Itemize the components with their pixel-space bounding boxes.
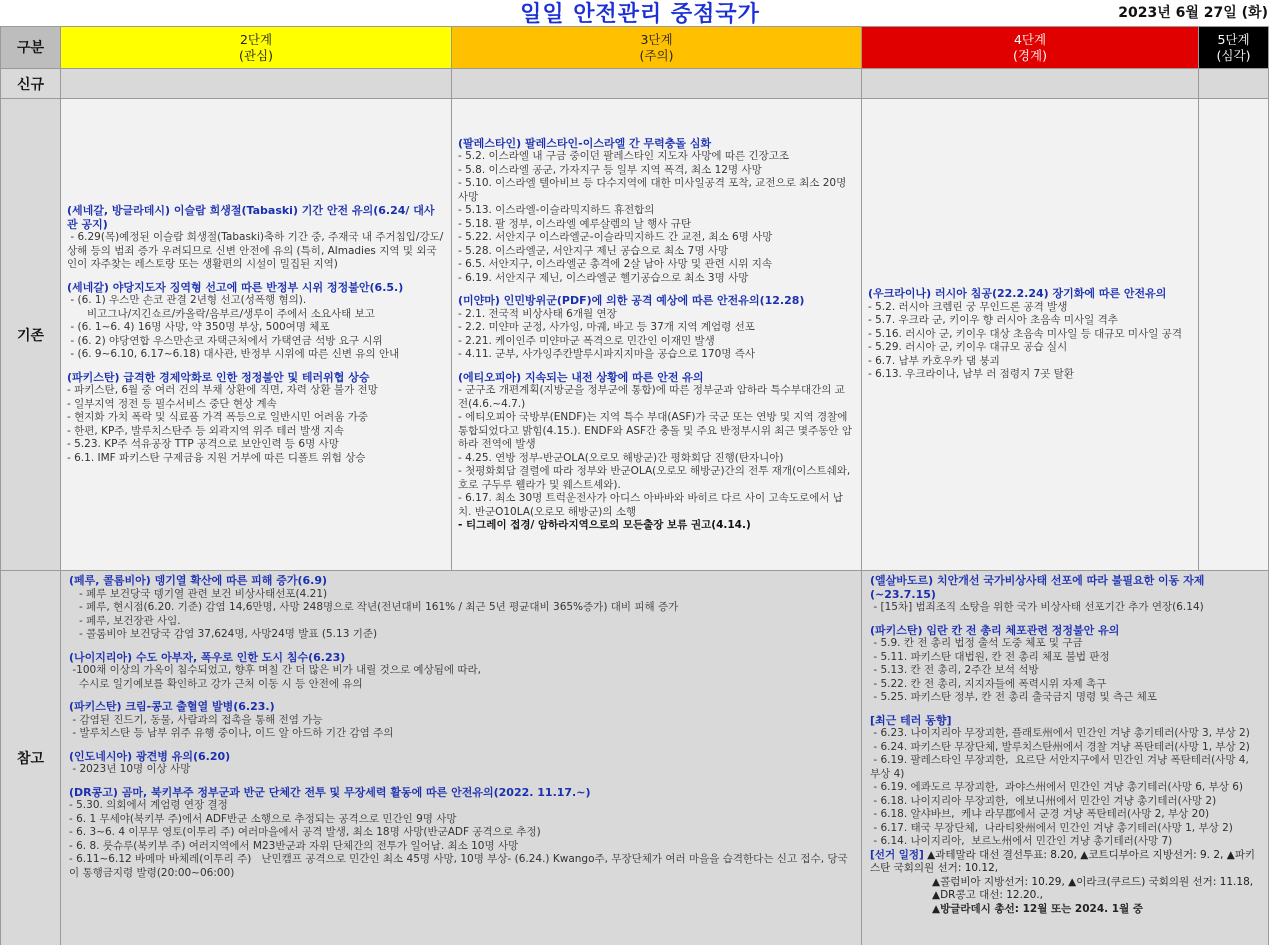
notice-line: - 6.24. 파키스탄 무장단체, 발루치스탄州에서 경찰 겨냥 폭탄테러(사망 1, 부상 2): [870, 740, 1250, 753]
notice-title: (나이지리아) 수도 아부자, 폭우로 인한 도시 침수(6.23): [69, 650, 346, 664]
notice-line: - 2.2. 미얀마 군정, 사가잉, 마궤, 바고 등 37개 지역 계엄령 선포: [458, 321, 755, 333]
existing-level4-cell: [862, 99, 1199, 571]
notice-section: [870, 714, 1260, 849]
col-level2-name: 2단계: [239, 31, 273, 47]
notice-line: - 5.13. 이스라엘-이슬라믹지하드 휴전합의: [458, 204, 655, 216]
notice-line: 수시로 일기예보를 확인하고 강가 근처 이동 시 등 안전에 유의: [69, 677, 363, 690]
election-title: [선거 일정]: [870, 848, 924, 861]
notice-section: [458, 371, 855, 533]
notice-line: 비고그나/지긴쇼르/카올락/음부르/생루이 주에서 소요사태 보고: [67, 307, 375, 320]
report-date: 2023년 6월 27일 (화): [1118, 5, 1268, 21]
existing-row: [1, 99, 1269, 571]
notice-line: - 6.19. 서안지구 제닌, 이스라엘군 헬기공습으로 최소 3명 사망: [458, 271, 749, 284]
existing-level5-cell: [1199, 99, 1269, 571]
notice-line: - 6.19. 에콰도르 무장괴한, 과야스州에서 민간인 겨냥 총기테러(사망 6, 부상 6): [870, 781, 1244, 793]
existing-level3-cell: [452, 99, 862, 571]
notice-section: [868, 287, 1192, 382]
notice-section: [870, 624, 1260, 705]
notice-line: - 감염된 진드기, 동물, 사람과의 접촉을 통해 전염 가능: [69, 713, 323, 726]
page-title: 일일 안전관리 중점국가: [520, 2, 760, 27]
notice-section: [67, 281, 445, 362]
col-level4-name: 4단계: [1013, 31, 1047, 47]
notice-title: (DR콩고) 곰마, 북키부주 정부군과 반군 단체간 전투 및 무장세력 활동에 따른 안전유의(2022. 11.17.~): [69, 785, 591, 799]
notice-line: - 5.8. 이스라엘 공군, 가자지구 등 일부 지역 폭격, 최소 12명 사망: [458, 163, 762, 176]
notice-line: - (6. 1) 우스만 손코 관결 2년형 선고(성폭행 혐의).: [67, 294, 307, 306]
notice-title: (팔레스타인) 팔레스타인-이스라엘 간 무력충돌 심화: [458, 136, 712, 150]
notice-section: [67, 371, 445, 466]
notice-line: - 페루, 현시점(6.20. 기준) 감염 14,6만명, 사망 248명으로 작년(전년대비 161% / 최근 5년 평균대비 365%증가) 대비 피해 증가: [69, 601, 679, 613]
notice-line: - 5.10. 이스라엘 텔아비브 등 다수지역에 대한 미사일공격 포착, 교전으로 최소 20명 사망: [458, 177, 850, 203]
notice-title: [최근 테러 동향]: [870, 713, 952, 727]
notice-line: - 첫평화회담 결렬에 따라 정부와 반군OLA(오로모 해방군)간의 전투 재개(이스트쉐와, 호로 구두루 웰라가 및 웨스트셰와).: [458, 465, 854, 491]
col-level2-sub: (관심): [239, 47, 273, 63]
election-line-3: ▲방글라데시 총선: 12월 또는 2024. 1월 중: [932, 902, 1144, 915]
notice-advisory: - 티그레이 접경/ 암하라지역으로의 모든출장 보류 권고(4.14.): [458, 519, 751, 531]
reference-row: [1, 571, 1269, 945]
notice-section: [458, 137, 855, 286]
notice-line: - 6.1. IMF 파키스탄 구제금융 지원 거부에 따른 디폴트 위험 상승: [67, 451, 366, 464]
notice-line: - 군구조 개편계획(지방군을 정부군에 통합)에 따른 정부군과 암하라 특수부대간의 교전(4.6.~4.7.): [458, 384, 845, 410]
notice-line: - 5.28. 이스라엘군, 서안지구 제닌 공습으로 최소 7명 사망: [458, 244, 729, 257]
existing-level3-list: [458, 137, 855, 533]
col-level5-name: 5단계: [1217, 31, 1250, 47]
notice-line: - 파키스탄, 6월 중 여러 건의 부채 상환에 직면, 자력 상환 불가 전망: [67, 384, 378, 396]
notice-line: - 5.29. 러시아 군, 키이우 대규모 공습 실시: [868, 341, 1068, 354]
notice-line: - 5.22. 칸 전 총리, 지지자들에 폭력시위 자제 촉구: [870, 677, 1107, 690]
notice-line: - 4.25. 연방 정부-반군OLA(오로모 해방군)간 평화회담 진행(탄자니아): [458, 451, 784, 464]
col-gubun: 구분: [1, 27, 61, 69]
notice-line: - 6.18. 나이지리아 무장괴한, 에보니州에서 민간인 겨냥 총기테러(사망 2): [870, 794, 1217, 807]
notice-line: - 5.30. 의회에서 계엄령 연장 결정: [69, 799, 228, 811]
notice-title: (미얀마) 인민방위군(PDF)에 의한 공격 예상에 따른 안전유의(12.28): [458, 294, 805, 307]
new-level3-cell: [452, 69, 862, 99]
notice-line: -100채 이상의 가옥이 침수되었고, 향후 며칠 간 더 많은 비가 내릴 것으로 예상됨에 따라,: [69, 664, 481, 676]
notice-title: (파키스탄) 급격한 경제악화로 인한 정정불안 및 테러위협 상승: [67, 370, 370, 384]
notice-line: - 6.19. 팔레스타인 무장괴한, 요르단 서안지구에서 민간인 겨냥 폭탄테러(사망 4, 부상 4): [870, 754, 1253, 780]
col-level3: [452, 27, 862, 69]
notice-line: - 6.5. 서안지구, 이스라엘군 총격에 2살 남아 사망 및 관련 시위 지속: [458, 258, 772, 270]
row-label-existing: 기존: [1, 99, 61, 571]
notice-line: - (6. 1~6. 4) 16명 사망, 약 350명 부상, 500여명 체포: [67, 321, 330, 333]
notice-line: - 콜롬비아 보건당국 감염 37,624명, 사망24명 발표 (5.13 기준): [69, 628, 378, 640]
election-line-1-text: ▲과테말라 대선 결선투표: 8.20, ▲코트디부아르 지방선거: 9. 2, ▲파키스탄 국회의원 선거: 10.12,: [870, 848, 1256, 874]
new-level2-cell: [61, 69, 452, 99]
col-level4: [862, 27, 1199, 69]
notice-line: - 6. 1 무세야(북키부 주)에서 ADF반군 소행으로 추정되는 공격으로 민간인 9명 사망: [69, 812, 457, 825]
notice-line: - 6. 3~6. 4 이무무 영토(이투리 주) 여러마을에서 공격 발생, 최소 18명 사망(반군ADF 공격으로 추정): [69, 826, 541, 838]
notice-line: - (6. 2) 야당연합 우스만손코 자택근처에서 가택연금 석방 요구 시위: [67, 334, 383, 347]
notice-section: [458, 294, 855, 362]
election-schedule: [870, 849, 1260, 917]
notice-title: (에티오피아) 지속되는 내전 상황에 따른 안전 유의: [458, 370, 704, 384]
notice-line: - 2023년 10명 이상 사망: [69, 763, 191, 775]
notice-line: - 6.17. 최소 30명 트럭운전사가 아디스 아바바와 바히르 다르 사이 고속도로에서 납치. 반군O10LA(오로모 해방군)의 소행: [458, 492, 843, 518]
header-row: [1, 27, 1269, 69]
notice-line: - 5.2. 이스라엘 내 구금 중이던 팔레스타인 지도자 사망에 따른 긴장고조: [458, 150, 790, 162]
election-line-1: [870, 849, 1260, 876]
reference-left-cell: [61, 571, 862, 945]
notice-line: - 6.23. 나이지리아 무장괴한, 플래토州에서 민간인 겨냥 총기테러(사망 3, 부상 2): [870, 727, 1250, 739]
existing-level4-list: [868, 287, 1192, 382]
col-level3-name: 3단계: [640, 31, 673, 47]
notice-line: - 발루치스탄 등 남부 위주 유행 중이나, 이드 알 아드하 기간 감염 주의: [69, 727, 394, 739]
notice-title: (인도네시아) 광견병 유의(6.20): [69, 749, 231, 763]
notice-title: (페루, 콜롬비아) 뎅기열 확산에 따른 피해 증가(6.9): [69, 574, 328, 587]
notice-section: [69, 651, 853, 692]
notice-title: (엘살바도르) 치안개선 국가비상사태 선포에 따라 불필요한 이동 자제(~23.7.15): [870, 574, 1205, 601]
notice-line: - 5.13. 칸 전 총리, 2주간 보석 석방: [870, 664, 1039, 676]
notice-line: - 5.23. KP주 석유공장 TTP 공격으로 보안인력 등 6명 사망: [67, 438, 339, 450]
notice-line: - 5.18. 팔 정부, 이스라엘 예루살렘의 날 행사 규탄: [458, 217, 691, 230]
notice-line: - 6.13. 우크라이나, 남부 러 점령지 7곳 탈환: [868, 368, 1074, 381]
notice-line: - 5.22. 서안지구 이스라엘군-이슬라믹지하드 간 교전, 최소 6명 사망: [458, 231, 773, 243]
notice-line: - 한편, KP주, 발루치스탄주 등 외곽지역 위주 테러 발생 지속: [67, 424, 344, 437]
row-label-reference: 참고: [1, 571, 61, 945]
notice-line: - 5.2. 러시아 크렘린 궁 무인드론 공격 발생: [868, 300, 1068, 313]
notice-section: [870, 574, 1260, 615]
notice-line: - 페루 보건당국 뎅기열 관련 보건 비상사태선포(4.21): [69, 587, 328, 600]
notice-title: (세네갈) 야당지도자 징역형 선고에 따른 반정부 시위 정정불안(6.5.): [67, 280, 404, 294]
notice-section: [69, 700, 853, 741]
notice-line: - 6.14. 나이지리아, 보르노州에서 민간인 겨냥 총기테러(사망 7): [870, 835, 1173, 847]
new-level4-cell: [862, 69, 1199, 99]
notice-section: [67, 204, 445, 272]
row-label-new: 신규: [1, 69, 61, 99]
notice-line: - 2.21. 케이인주 미얀마군 폭격으로 민간인 이재민 발생: [458, 334, 715, 347]
notice-line: - 6.29(목)예정된 이슬람 희생절(Tabaski)축하 기간 중, 주재국 내 주거침입/강도/상해 등의 범죄 증가 우려되므로 신변 안전에 유의 (특히, Almadies 지역 및 외국인이 자주찾는 레스토랑 또는 생활편의 시설이 밀집된 지역): [67, 231, 444, 270]
col-level3-sub: (주의): [639, 47, 674, 63]
notice-title: (세네갈, 방글라데시) 이슬람 희생절(Tabaski) 기간 안전 유의(6.24/ 대사관 공지): [67, 204, 435, 231]
existing-level2-cell: [61, 99, 452, 571]
notice-line: - 현지화 가치 폭락 및 식료품 가격 폭등으로 일반시민 어려움 가중: [67, 411, 368, 423]
notice-title: (파키스탄) 크림-콩고 출혈열 발병(6.23.): [69, 700, 275, 713]
notice-section: [69, 786, 853, 881]
notice-line: - 일부지역 정전 등 필수서비스 중단 현상 계속: [67, 397, 277, 410]
existing-level2-list: [67, 204, 445, 465]
notice-line: - 5.16. 러시아 군, 키이우 대상 초음속 미사일 등 대규모 미사일 공격: [868, 327, 1182, 340]
notice-line: - 6. 8. 룻슈루(북키부 주) 여러지역에서 M23반군과 자위 단체간의 전투가 일어남. 최소 10명 사망: [69, 839, 519, 852]
reference-right-cell: [862, 571, 1269, 945]
notice-line: - 5.11. 파키스탄 대법원, 칸 전 총리 체포 불법 판정: [870, 650, 1110, 663]
notice-line: - 5.25. 파키스탄 정부, 칸 전 총리 출국금지 명령 및 측근 체포: [870, 691, 1157, 703]
notice-line: - 에티오피아 국방부(ENDF)는 지역 특수 부대(ASF)가 국군 또는 연방 및 지역 경찰에 통합되었다고 밝힘(4.15.). ENDF와 ASF간 충돌 및 주요 반정부시위 최근 몇주동안 암하라 전역에 발생: [458, 411, 852, 450]
col-level2: [61, 27, 452, 69]
notice-line: - 2.1. 전국적 비상사태 6개월 연장: [458, 307, 617, 320]
new-row: [1, 69, 1269, 99]
reference-left-list: [69, 574, 853, 880]
notice-title: (우크라이나) 러시아 침공(22.2.24) 장기화에 따른 안전유의: [868, 287, 1167, 301]
notice-line: - 5.9. 칸 전 총리 법정 출석 도중 체포 및 구금: [870, 637, 1083, 649]
notice-section: [69, 750, 853, 777]
notice-line: - 6.11~6.12 바메마 바체레(이투리 주) 난민캠프 공격으로 민간인 최소 45명 사망, 10명 부상- (6.24.) Kwango주, 무장단체가 여러 마을을 습격한다는 신고 접수, 당국이 통행금지령 발령(20:00~06:00): [69, 853, 848, 879]
safety-grid: [0, 26, 1269, 945]
notice-line: - 4.11. 군부, 사가잉주칸발루시파지지마을 공습으로 170명 즉사: [458, 348, 756, 360]
notice-line: - 6.7. 남부 카호우카 댐 붕괴: [868, 354, 1000, 367]
notice-line: - 6.17. 태국 무장단체, 나라티왓州에서 민간인 겨냥 총기테러(사망 1, 부상 2): [870, 821, 1233, 834]
reference-right-list: [870, 574, 1260, 849]
notice-line: - 5.7. 우크라 군, 키이우 향 러시아 초음속 미사일 격추: [868, 314, 1118, 327]
new-level5-cell: [1199, 69, 1269, 99]
col-level4-sub: (경계): [1013, 47, 1047, 63]
election-line-2: ▲콜럼비아 지방선거: 10.29, ▲이라크(쿠르드) 국회의원 선거: 11.18, ▲DR콩고 대선: 12.20.,: [932, 875, 1254, 901]
notice-line: - 페루, 보건장관 사임.: [69, 614, 181, 627]
notice-section: [69, 574, 853, 642]
notice-line: - (6. 9~6.10, 6.17~6.18) 대사관, 반정부 시위에 따른 신변 유의 안내: [67, 348, 400, 360]
notice-line: - 6.18. 알샤바브, 케냐 라무郡에서 군경 겨냥 폭탄테러(사망 2, 부상 20): [870, 808, 1210, 820]
col-level5-sub: (심각): [1216, 47, 1251, 63]
col-level5: [1199, 27, 1269, 69]
notice-line: - [15차] 범죄조직 소탕을 위한 국가 비상사태 선포기간 추가 연장(6.14): [870, 601, 1204, 613]
notice-title: (파키스탄) 임란 칸 전 총리 체포관련 정정불안 유의: [870, 623, 1120, 637]
